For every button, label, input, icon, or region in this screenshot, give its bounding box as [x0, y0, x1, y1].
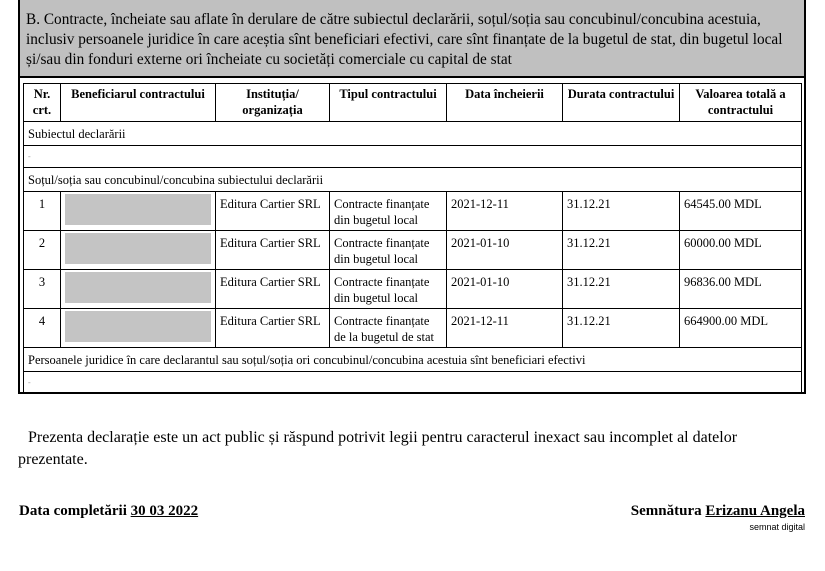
category-label: Subiectul declarării [24, 122, 802, 146]
cell-value: 664900.00 MDL [680, 309, 802, 348]
date-label: Data completării [19, 503, 127, 519]
cell-duration: 31.12.21 [563, 192, 680, 231]
signature-name: Erizanu Angela [705, 503, 805, 519]
table-row [24, 309, 802, 348]
cell-duration: 31.12.21 [563, 231, 680, 270]
table-header-row [24, 84, 802, 122]
cell-type: Contracte finanțate din bugetul local [330, 192, 447, 231]
header-type: Tipul contractului [330, 84, 447, 122]
cell-type: Contracte finanțate din bugetul local [330, 231, 447, 270]
cell-date: 2021-01-10 [447, 270, 563, 309]
date-value: 30 03 2022 [130, 503, 199, 519]
header-value: Valoarea totală a contractului [680, 84, 802, 122]
empty-row [24, 146, 802, 168]
empty-row [24, 372, 802, 394]
header-nr: Nr. crt. [24, 84, 61, 122]
section-title: B. Contracte, încheiate sau aflate în derulare de către subiectul declarării, soțul/soția sau concubinul/concubina acestuia, inclusiv persoanele juridice în care aceștia sînt beneficiari efectivi, care sînt finanțate de la bugetul de stat, din bugetul local și/sau din fonduri externe ori încheiate cu societăți comerciale cu capital de stat [18, 0, 806, 78]
cell-duration: 31.12.21 [563, 309, 680, 348]
cell-value: 60000.00 MDL [680, 231, 802, 270]
cell-institution: Editura Cartier SRL [216, 270, 330, 309]
cell-date: 2021-12-11 [447, 192, 563, 231]
cell-institution: Editura Cartier SRL [216, 231, 330, 270]
category-row-spouse [24, 168, 802, 192]
signed-digital-note: semnat digital [749, 522, 805, 532]
completion-date [19, 503, 198, 520]
cell-beneficiary [61, 192, 216, 231]
signature [631, 503, 805, 520]
cell-type: Contracte finanțate de la bugetul de stat [330, 309, 447, 348]
header-beneficiary: Beneficiarul contractului [61, 84, 216, 122]
cell-beneficiary [61, 309, 216, 348]
contracts-table [23, 83, 802, 394]
category-row-subject [24, 122, 802, 146]
table-row [24, 270, 802, 309]
cell-beneficiary [61, 270, 216, 309]
cell-nr: 4 [24, 309, 61, 348]
signature-label: Semnătura [630, 503, 702, 519]
redacted-block [65, 233, 211, 264]
header-duration: Durata contractului [563, 84, 680, 122]
empty-marker: - [24, 372, 802, 394]
table-row [24, 192, 802, 231]
category-label: Persoanele juridice în care declarantul sau soțul/soția ori concubinul/concubina acestuia sînt beneficiari efectivi [24, 348, 802, 372]
empty-marker: - [24, 146, 802, 168]
cell-value: 64545.00 MDL [680, 192, 802, 231]
cell-value: 96836.00 MDL [680, 270, 802, 309]
cell-nr: 2 [24, 231, 61, 270]
cell-duration: 31.12.21 [563, 270, 680, 309]
cell-date: 2021-12-11 [447, 309, 563, 348]
declaration-statement: Prezenta declarație este un act public și răspund potrivit legii pentru caracterul inexact sau incomplet al datelor prezentate. [18, 429, 738, 468]
table-row [24, 231, 802, 270]
redacted-block [65, 194, 211, 225]
cell-nr: 1 [24, 192, 61, 231]
cell-institution: Editura Cartier SRL [216, 309, 330, 348]
header-date: Data încheierii [447, 84, 563, 122]
cell-beneficiary [61, 231, 216, 270]
cell-institution: Editura Cartier SRL [216, 192, 330, 231]
cell-type: Contracte finanțate din bugetul local [330, 270, 447, 309]
cell-nr: 3 [24, 270, 61, 309]
redacted-block [65, 311, 211, 342]
redacted-block [65, 272, 211, 303]
category-row-legal-entities [24, 348, 802, 372]
cell-date: 2021-01-10 [447, 231, 563, 270]
category-label: Soțul/soția sau concubinul/concubina subiectului declarării [24, 168, 802, 192]
header-institution: Instituția/ organizația [216, 84, 330, 122]
